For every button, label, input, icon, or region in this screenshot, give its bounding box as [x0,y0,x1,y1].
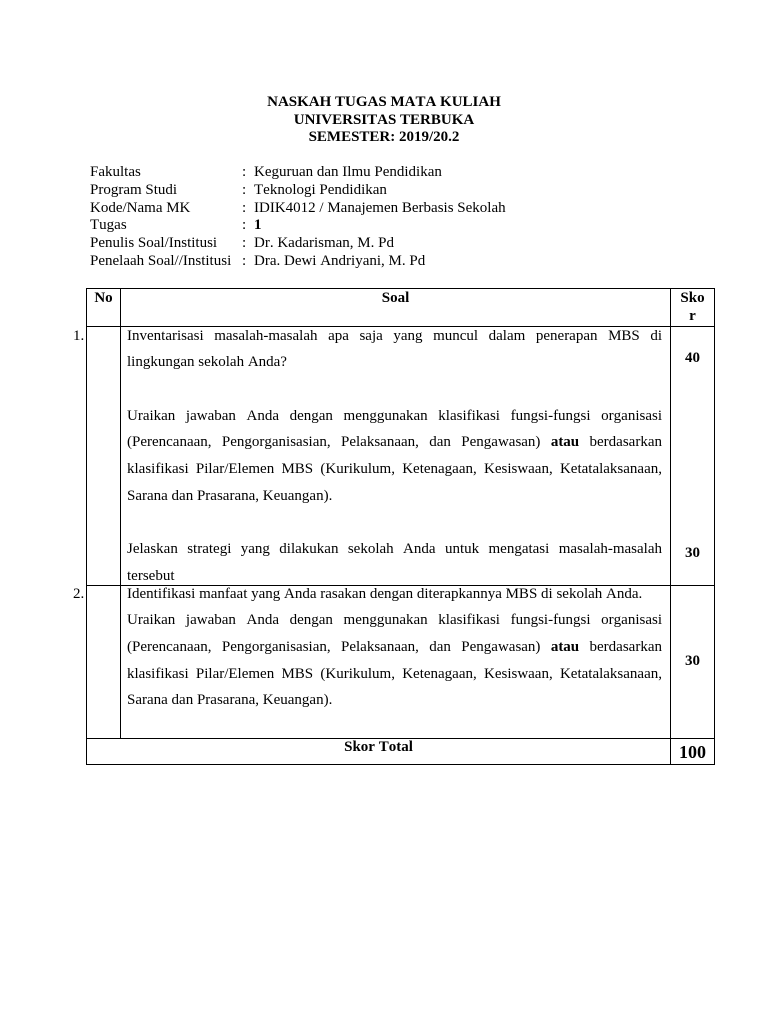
header-no-label: No [94,290,113,306]
info-separator: : [242,217,247,234]
header-cell-skor [670,288,715,327]
question-paragraph: Inventarisasi masalah-masalah apa saja yang muncul dalam penerapan MBS di lingkungan sekolah Anda? [127,327,662,371]
question-emphasis: atau [550,434,580,451]
question-table [73,288,715,765]
title-line-university: UNIVERSITAS TERBUKA [293,111,475,128]
total-value: 100 [679,742,706,762]
question-text-segment: Uraikan jawaban Anda dengan menggunakan klasifikasi fungsi-fungsi organisasi (Perencanaan, Pengorganisasian, Pelaksanaan, dan Pengawasan) [127,612,662,656]
info-label: Fakultas [90,164,141,180]
row-2-question-cell [120,585,671,739]
question-text-segment: berdasarkan klasifikasi Pilar/Elemen MBS (Kurikulum, Ketenagaan, Kesiswaan, Ketatalaksanaan, Sarana dan Prasarana, Keuangan). [127,639,662,709]
row-number: 2. [73,585,85,602]
info-label: Penulis Soal/Institusi [90,235,218,252]
total-label: Skor Total [344,739,413,755]
info-label: Program Studi [90,181,178,198]
row-1-question-cell [120,326,671,586]
header-cell-soal [120,288,671,327]
info-value: Dr. Kadarisman, M. Pd [254,235,394,252]
info-value: Teknologi Pendidikan [254,181,387,198]
question-text [127,323,662,590]
row-number: 1. [73,327,85,344]
info-value: IDIK4012 / Manajemen Berbasis Sekolah [254,199,506,216]
info-label: Tugas [90,217,127,234]
row-1-no-cell [73,326,121,586]
info-value: Keguruan dan Ilmu Pendidikan [254,164,442,180]
header-soal-label: Soal [381,290,410,306]
info-label: Penelaah Soal//Institusi [90,252,232,269]
score-value: 40 [685,350,700,366]
course-info-block [90,164,690,271]
question-emphasis: atau [550,639,580,656]
question-text-segment: Uraikan jawaban Anda dengan menggunakan klasifikasi fungsi-fungsi organisasi (Perencanaan, Pengorganisasian, Pelaksanaan, dan Pengawasan) [127,407,662,451]
total-value-cell [670,738,715,765]
info-row-penelaah-soal [90,253,690,271]
info-row-kode-nama-mk [90,200,690,218]
header-skor-label: Skor [680,290,705,324]
info-value: Dra. Dewi Andriyani, M. Pd [254,252,426,269]
score-value: 30 [685,545,700,561]
row-2-score-cell [670,585,715,739]
info-separator: : [242,181,247,198]
question-paragraph: Identifikasi manfaat yang Anda rasakan dengan diterapkannya MBS di sekolah Anda. [127,585,643,602]
info-separator: : [242,199,247,216]
info-row-tugas [90,217,690,235]
title-line-course-assignment: NASKAH TUGAS MATA KULIAH [267,94,501,110]
question-paragraph [127,403,662,510]
info-separator: : [242,235,247,252]
question-text [127,581,662,715]
info-row-penulis-soal [90,235,690,253]
info-row-program-studi [90,182,690,200]
title-line-semester: SEMESTER: 2019/20.2 [308,129,460,145]
total-label-cell [86,738,671,765]
info-separator: : [242,252,247,269]
header-cell-no [86,288,121,327]
info-row-fakultas [90,164,690,182]
document-title [0,94,768,147]
question-text-segment: berdasarkan klasifikasi Pilar/Elemen MBS (Kurikulum, Ketenagaan, Kesiswaan, Ketatalaksanaan, Sarana dan Prasarana, Keuangan). [127,434,662,504]
info-value: 1 [254,217,262,234]
question-paragraph [127,607,662,714]
question-paragraph: Jelaskan strategi yang dilakukan sekolah Anda untuk mengatasi masalah-masalah tersebut [127,541,662,584]
info-label: Kode/Nama MK [90,199,191,216]
row-2-no-cell [73,585,121,739]
info-separator: : [242,164,247,180]
row-1-score-cell [670,326,715,586]
score-value: 30 [685,653,700,669]
